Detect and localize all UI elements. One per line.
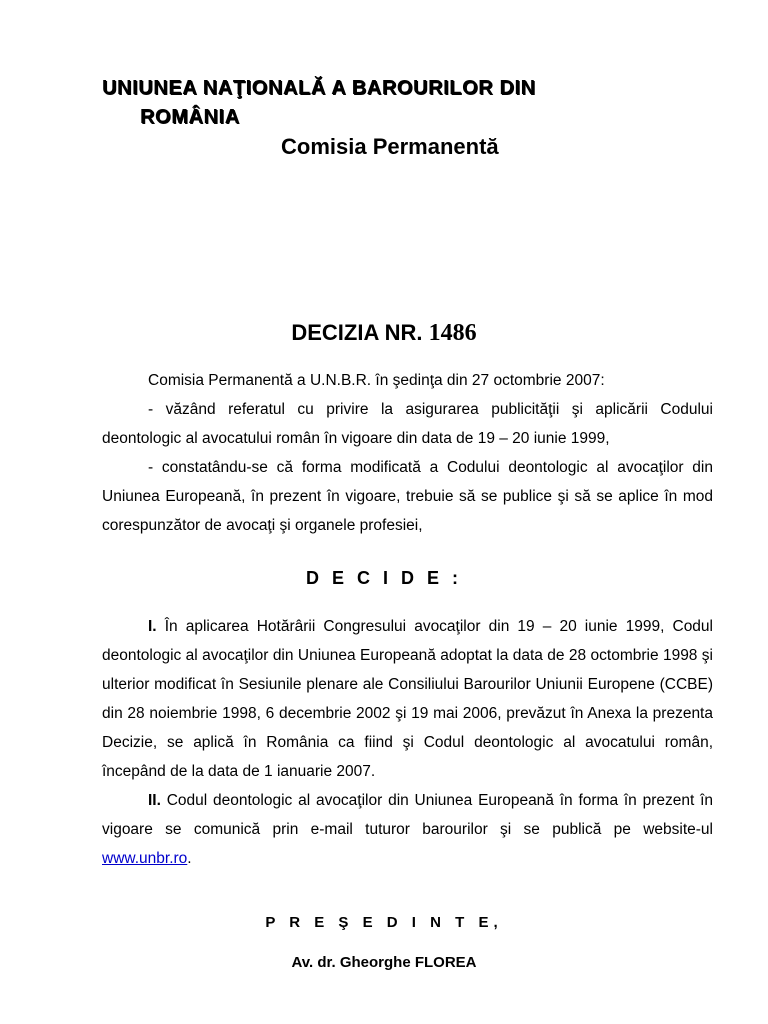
article-1	[102, 612, 713, 786]
organization-name-line1: UNIUNEA NAŢIONALĂ A BAROURILOR DIN	[102, 77, 536, 99]
article-1-text: În aplicarea Hotărârii Congresului avocaţilor din 19 – 20 iunie 1999, Codul deontologic al avocaţilor din Uniunea Europeană adoptat la data de 28 octombrie 1998 şi ulterior modificat în Sesiunile plenare ale Consiliului Barourilor Uniunii Europene (CCBE) din 28 noiembrie 1998, 6 decembrie 2002 şi 19 mai 2006, prevăzut în Anexa la prezenta Decizie, se aplică în România ca fiind şi Codul deontologic al avocatului român, începând de la data de 1 ianuarie 2007.	[102, 618, 713, 780]
website-link[interactable]: www.unbr.ro	[102, 850, 188, 867]
article-2	[102, 786, 713, 873]
president-title: P R E Ş E D I N T E,	[265, 914, 503, 931]
organization-name-line2: ROMÂNIA	[140, 106, 240, 128]
commission-subtitle: Comisia Permanentă	[281, 134, 499, 159]
preamble-paragraph-session: Comisia Permanentă a U.N.B.R. în şedinţa din 27 octombrie 2007:	[148, 372, 605, 389]
signatory-name: Av. dr. Gheorghe FLOREA	[291, 954, 477, 971]
decision-title-prefix: DECIZIA NR.	[291, 320, 429, 345]
preamble	[102, 366, 713, 540]
decision-number: 1486	[428, 320, 477, 346]
articles	[102, 612, 713, 873]
preamble-paragraph-report: - văzând referatul cu privire la asigurarea publicităţii şi aplicării Codului deontologic al avocatului român în vigoare din data de 19 – 20 iunie 1999,	[102, 401, 713, 447]
decide-heading: D E C I D E :	[305, 568, 462, 588]
article-2-end: .	[187, 850, 192, 867]
article-1-label: I.	[148, 618, 157, 635]
article-2-text: Codul deontologic al avocaţilor din Uniunea Europeană în forma în prezent în vigoare se comunică prin e-mail tuturor barourilor şi se publică pe website-ul	[102, 792, 713, 838]
preamble-paragraph-finding: - constatându-se că forma modificată a Codului deontologic al avocaţilor din Uniunea Europeană, în prezent în vigoare, trebuie să se publice şi să se aplice în mod corespunzător de avocaţi şi organele profesiei,	[102, 459, 713, 534]
article-2-label: II.	[148, 792, 161, 809]
decision-title	[0, 320, 768, 347]
